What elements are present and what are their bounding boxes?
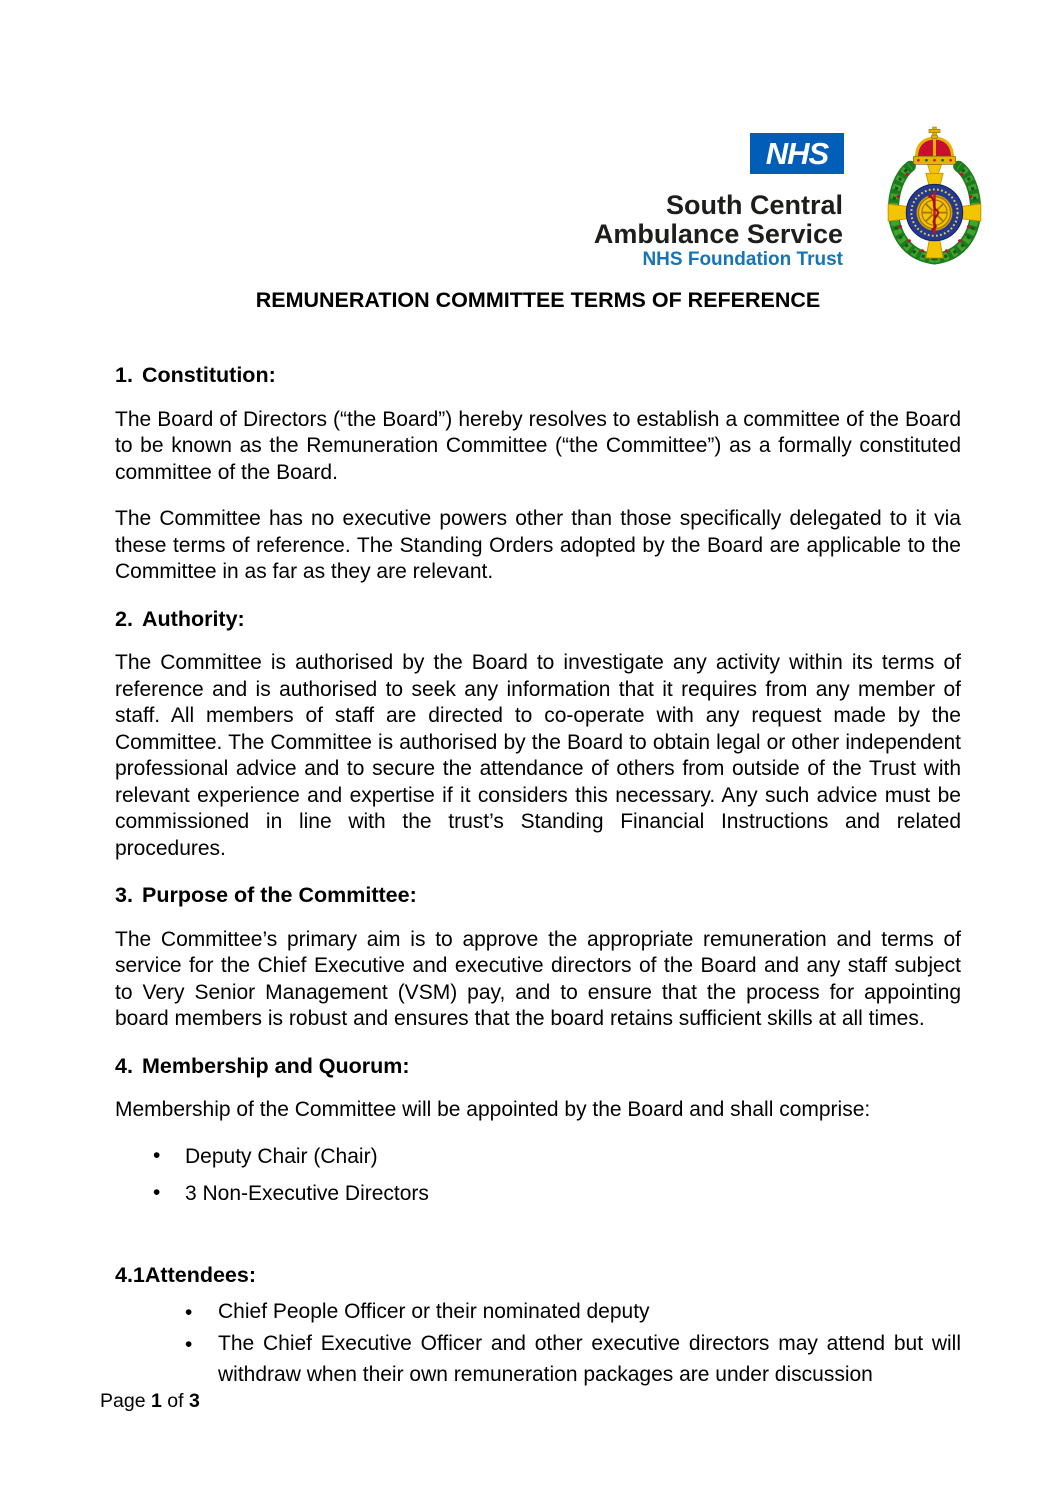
list-item-text: Chief People Officer or their nominated deputy — [218, 1300, 650, 1323]
bullet-icon: • — [153, 1143, 161, 1167]
footer-total-pages: 3 — [188, 1390, 200, 1412]
page-footer — [100, 1390, 200, 1413]
section-heading-constitution — [115, 362, 961, 389]
list-item-text: Deputy Chair (Chair) — [185, 1144, 378, 1168]
section-label: Purpose of the Committee: — [142, 883, 417, 907]
page-title: REMUNERATION COMMITTEE TERMS OF REFERENCE — [255, 288, 821, 312]
bullet-icon: • — [185, 1301, 193, 1324]
section-heading-authority — [115, 606, 961, 633]
section-label: Constitution: — [142, 363, 276, 387]
section-number: 4. — [115, 1053, 133, 1078]
paragraph: The Committee is authorised by the Board to investigate any activity within its terms of reference and is authorised to seek any information that it requires from any member of staff. All members of staff are directed to co-operate with any request made by the Committee. The Committee is authorised by the Board to obtain legal or other independent professional advice and to secure the attendance of others from outside of the Trust with relevant experience and expertise if it considers this necessary. Any such advice must be commissioned in line with the trust’s Standing Financial Instructions and related procedures. — [115, 651, 961, 860]
list-item-text: 3 Non-Executive Directors — [185, 1182, 429, 1205]
section-number: 1. — [115, 363, 133, 387]
nhs-logo-text: NHS — [765, 135, 829, 171]
section-number: 3. — [115, 883, 133, 907]
org-name-line3: NHS Foundation Trust — [642, 249, 843, 270]
footer-of-word: of — [167, 1390, 184, 1412]
ambulance-service-crest-icon — [884, 126, 985, 269]
membership-list — [153, 1144, 961, 1208]
paragraph: The Committee’s primary aim is to approve the appropriate remuneration and terms of service for the Chief Executive and executive directors of the Board and any staff subject to Very Senior Management (VSM) pay, and to ensure that the process for appointing board members is robust and ensures that the board retains sufficient skills at all times. — [115, 927, 961, 1030]
org-name-line1: South Central — [665, 190, 843, 220]
section-heading-membership — [115, 1053, 961, 1080]
section-number: 4.1 — [115, 1262, 145, 1287]
footer-page-number: 1 — [150, 1390, 162, 1412]
list-item — [185, 1328, 961, 1390]
document-body — [115, 362, 961, 1410]
section-heading-purpose — [115, 882, 961, 909]
section-number: 2. — [115, 606, 133, 631]
bullet-icon: • — [185, 1333, 193, 1356]
section-label: Attendees: — [144, 1262, 256, 1287]
list-item — [153, 1144, 961, 1171]
paragraph: The Committee has no executive powers other than those specifically delegated to it via these terms of reference. The Standing Orders adopted by the Board are applicable to the Committee in as far as they are relevant. — [115, 507, 961, 583]
section-heading-attendees — [115, 1262, 961, 1289]
nhs-logo — [750, 133, 844, 174]
paragraph: Membership of the Committee will be appointed by the Board and shall comprise: — [115, 1098, 871, 1121]
attendees-list — [185, 1296, 961, 1390]
paragraph: The Board of Directors (“the Board”) hereby resolves to establish a committee of the Board to be known as the Remuneration Committee (“the Committee”) as a formally constituted committee of the Board. — [115, 407, 961, 484]
section-label: Authority: — [142, 606, 245, 631]
bullet-icon: • — [153, 1181, 161, 1204]
section-label: Membership and Quorum: — [142, 1053, 410, 1078]
org-name-line2: Ambulance Service — [593, 219, 843, 249]
footer-page-word: Page — [100, 1390, 146, 1412]
list-item — [153, 1181, 961, 1208]
list-item-text: The Chief Executive Officer and other executive directors may attend but will withdraw when their own remuneration packages are under discussion — [218, 1332, 961, 1386]
list-item — [185, 1296, 961, 1327]
